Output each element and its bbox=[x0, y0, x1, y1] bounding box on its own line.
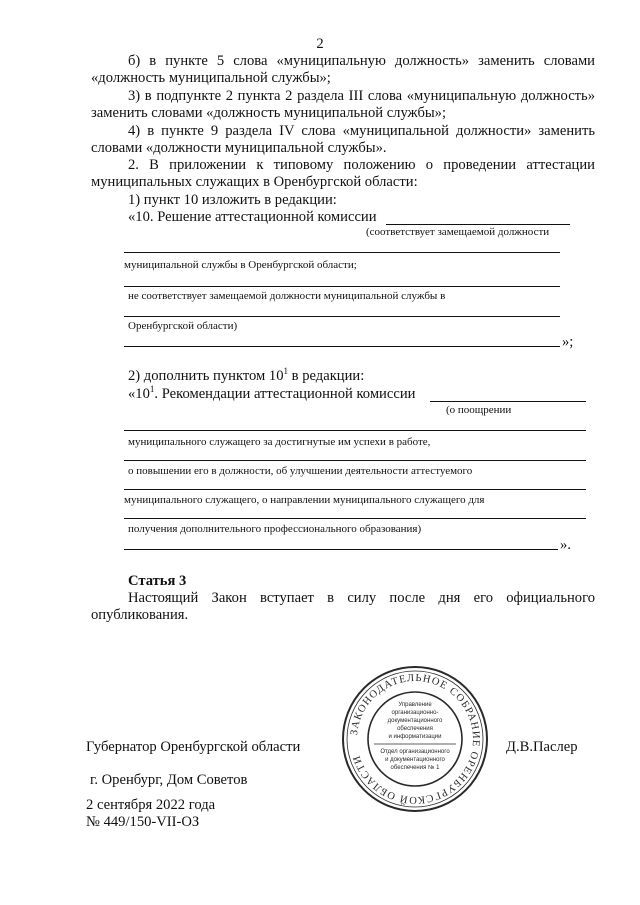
p10-lead: «10. Решение аттестационной комиссии bbox=[128, 209, 377, 225]
paragraph-2: 2. В приложении к типовому положению о проведении аттестации муниципальных служащих в Оренбургской области: bbox=[91, 157, 595, 190]
form-line bbox=[124, 489, 586, 490]
seal-line: организационно- bbox=[391, 710, 439, 716]
seal-line: Управление bbox=[398, 702, 432, 708]
seal-line: и информатизации bbox=[388, 734, 442, 740]
place: г. Оренбург, Дом Советов bbox=[90, 772, 248, 788]
p101-option-3: о повышении его в должности, об улучшении деятельности аттестуемого bbox=[128, 465, 473, 477]
date: 2 сентября 2022 года bbox=[86, 797, 216, 813]
item-1: 1) пункт 10 изложить в редакции: bbox=[128, 192, 337, 208]
form-line bbox=[124, 286, 560, 287]
paragraph-4: 4) в пункте 9 раздела IV слова «муниципальной должности» заменить словами «должности муниципальной службы». bbox=[91, 123, 595, 156]
article-heading: Статья 3 bbox=[128, 573, 187, 589]
seal-outer-text: ЗАКОНОДАТЕЛЬНОЕ СОБРАНИЕ ОРЕНБУРГСКОЙ ОБЛАСТИ bbox=[349, 672, 482, 806]
p10-option-2a: не соответствует замещаемой должности муниципальной службы в bbox=[128, 290, 446, 302]
form-line bbox=[124, 549, 558, 550]
seal-line: обеспечения bbox=[397, 726, 433, 732]
p101-option-1: (о поощрении bbox=[446, 404, 512, 416]
p101-option-4: муниципального служащего, о направлении муниципального служащего для bbox=[124, 494, 485, 506]
signer-name: Д.В.Паслер bbox=[506, 739, 578, 755]
paragraph-3: 3) в подпункте 2 пункта 2 раздела III слова «муниципальную должность» заменить словами «должность муниципальной службы»; bbox=[91, 88, 595, 121]
p10-end: »; bbox=[562, 334, 574, 350]
p101-option-2: муниципального служащего за достигнутые им успехи в работе, bbox=[128, 436, 431, 448]
seal-line: документационного bbox=[387, 718, 443, 724]
p10-option-1a: (соответствует замещаемой должности bbox=[366, 226, 550, 238]
form-line bbox=[124, 518, 586, 519]
form-line bbox=[124, 430, 586, 431]
signer-title: Губернатор Оренбургской области bbox=[86, 739, 301, 755]
p101-blank-line bbox=[430, 401, 586, 402]
article-text: Настоящий Закон вступает в силу после дня его официального опубликования. bbox=[91, 590, 595, 623]
p101-end: ». bbox=[560, 537, 571, 553]
p10-option-2b: Оренбургской области) bbox=[128, 320, 238, 332]
p101-option-5: получения дополнительного профессионального образования) bbox=[128, 523, 422, 535]
paragraph-b: б) в пункте 5 слова «муниципальную должность» заменить словами «должность муниципальной службы»; bbox=[91, 53, 595, 86]
seal-line: и документационного bbox=[385, 757, 445, 763]
form-line bbox=[124, 346, 560, 347]
form-line bbox=[124, 252, 560, 253]
p10-option-1b: муниципальной службы в Оренбургской области; bbox=[124, 259, 357, 271]
form-line bbox=[124, 316, 560, 317]
seal-line: Отдел организационного bbox=[380, 749, 450, 755]
page-number: 2 bbox=[316, 36, 324, 52]
form-line bbox=[124, 460, 586, 461]
law-number: № 449/150-VII-ОЗ bbox=[86, 814, 200, 830]
seal-line: обеспечения № 1 bbox=[390, 765, 440, 771]
p10-blank-line bbox=[386, 224, 570, 225]
item-2: 2) дополнить пунктом $10^1$ в редакции: bbox=[128, 366, 365, 384]
p101-lead: «$10^1$. Рекомендации аттестационной комиссии bbox=[128, 384, 416, 402]
official-seal-stamp bbox=[340, 664, 490, 814]
